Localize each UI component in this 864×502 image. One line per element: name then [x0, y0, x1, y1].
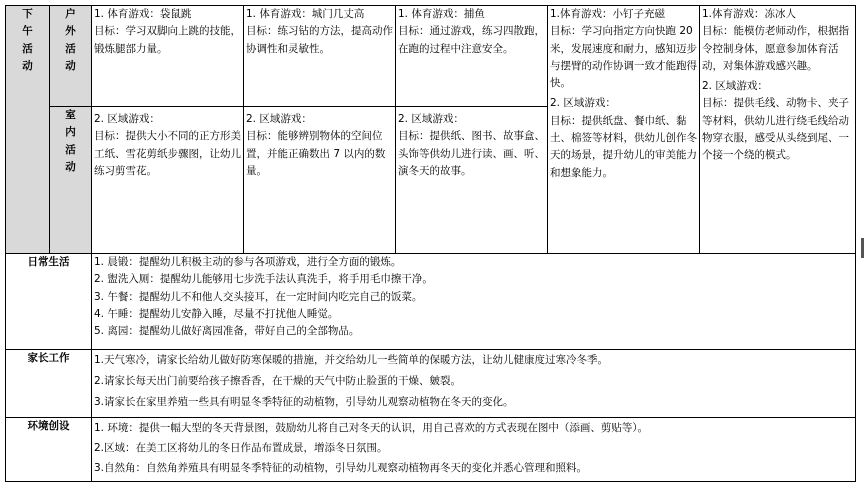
parent-work-item: 2.请家长每天出门前要给孩子擦香香，在干燥的天气中防止脸蛋的干燥、皴裂。: [94, 375, 462, 387]
afternoon-outdoor-row: [6, 6, 856, 107]
environment-row: [6, 418, 856, 482]
outdoor-4-title: 1.体育游戏：小钉子充磁: [550, 8, 666, 20]
environment-item: 2.区域：在美工区将幼儿的冬日作品布置成景，增添冬日氛围。: [94, 442, 388, 454]
outdoor-2-title: 1. 体育游戏：城门几丈高: [246, 8, 365, 20]
outdoor-3-goal: 目标：通过游戏，练习四散跑，在跑的过程中注意安全。: [398, 25, 545, 55]
label-char: 外: [65, 25, 76, 38]
outdoor-3-title: 1. 体育游戏：捕鱼: [398, 8, 485, 20]
afternoon-label-text: [8, 6, 47, 75]
label-char: 活: [65, 143, 76, 156]
indoor-label: [50, 107, 92, 254]
parent-work-content: [92, 350, 856, 418]
indoor-3-goal: 目标：提供纸、图书、故事盒、头饰等供幼儿进行读、画、听、演冬天的故事。: [398, 130, 545, 177]
indoor-cell-2: [244, 107, 396, 254]
outdoor-cell-3: [396, 6, 548, 107]
indoor-5-title: 2. 区域游戏：: [702, 80, 768, 93]
daily-life-content: [92, 254, 856, 350]
outdoor-2-goal: 目标：练习钻的方法，提高动作协调性和灵敏性。: [246, 25, 393, 55]
indoor-5-goal: 目标：提供毛线、动物卡、夹子等材料，供幼儿进行绕毛线给动物穿衣服，感受从头绕到尾、一个接一个绕的模式。: [702, 97, 849, 162]
outdoor-cell-2: [244, 6, 396, 107]
label-char: 动: [65, 59, 76, 72]
indoor-2-goal: 目标：能够辨别物体的空间位置，并能正确数出 7 以内的数量。: [246, 130, 386, 177]
label-char: 动: [65, 160, 76, 173]
outdoor-label: [50, 6, 92, 107]
afternoon-cell-5: [700, 6, 856, 254]
outdoor-5-title: 1.体育游戏：冻冰人: [702, 8, 797, 20]
daily-life-label: 日常生活: [6, 254, 92, 350]
label-char: 户: [65, 8, 76, 20]
indoor-4-goal: 目标：提供纸盘、餐巾纸、黏土、棉签等材料，供幼儿创作冬天的场景，提升幼儿的审美能力和想象能力。: [550, 114, 697, 179]
afternoon-cell-4: [548, 6, 700, 254]
indoor-3-title: 2. 区域游戏：: [398, 113, 464, 125]
label-char: 午: [22, 25, 33, 38]
daily-life-item: 1. 晨锻：提醒幼儿积极主动的参与各项游戏，进行全方面的锻炼。: [94, 256, 402, 268]
outdoor-1-goal: 目标：学习双脚向上跳的技能，锻炼腿部力量。: [94, 25, 241, 55]
daily-life-row: [6, 254, 856, 350]
label-char: 内: [65, 126, 76, 139]
indoor-2-title: 2. 区域游戏：: [246, 113, 312, 125]
outdoor-label-text: [52, 6, 89, 75]
afternoon-label: [6, 6, 50, 254]
indoor-1-goal: 目标：提供大小不同的正方形美工纸、雪花剪纸步骤图，让幼儿练习剪雪花。: [94, 130, 241, 177]
outdoor-4-goal: 目标：学习向指定方向快跑 20 米，发展速度和耐力，感知迈步与摆臂的动作协调一致才能跑得快。: [550, 25, 697, 90]
indoor-1-title: 2. 区域游戏：: [94, 113, 160, 125]
daily-life-item: 3. 午餐：提醒幼儿不和他人交头接耳，在一定时间内吃完自己的饭菜。: [94, 290, 423, 303]
label-char: 活: [65, 42, 76, 55]
indoor-cell-1: [92, 107, 244, 254]
environment-item: 3.自然角：自然角养殖具有明显冬季特征的动植物，引导幼儿观察动植物再冬天的变化并悉心管理和照料。: [94, 462, 588, 474]
daily-life-item: 5. 离园：提醒幼儿做好离园准备，带好自己的全部物品。: [94, 325, 360, 338]
indoor-cell-3: [396, 107, 548, 254]
parent-work-item: 3.请家长在家里养殖一些具有明显冬季特征的动植物，引导幼儿观察动植物在冬天的变化。: [94, 396, 514, 408]
daily-life-item: 4. 午睡：提醒幼儿安静入睡，尽量不打扰他人睡觉。: [94, 307, 339, 320]
label-char: 室: [65, 109, 76, 121]
environment-content: [92, 418, 856, 482]
outdoor-1-title: 1. 体育游戏：袋鼠跳: [94, 8, 192, 20]
parent-work-label: 家长工作: [6, 350, 92, 418]
label-char: 活: [22, 42, 33, 55]
outdoor-cell-1: [92, 6, 244, 107]
parent-work-item: 1.天气寒冷，请家长给幼儿做好防寒保暖的措施，并交给幼儿一些简单的保暖方法，让幼儿健康度过寒冷冬季。: [94, 354, 609, 366]
environment-item: 1. 环境：提供一幅大型的冬天背景图，鼓励幼儿将自己对冬天的认识，用自己喜欢的方式表现在图中（添画、剪贴等）。: [94, 422, 649, 434]
label-char: 动: [22, 59, 33, 72]
indoor-4-title: 2. 区域游戏：: [550, 97, 616, 110]
outdoor-5-goal: 目标：能模仿老师动作，根据指令控制身体，愿意参加体育活动，对集体游戏感兴趣。: [702, 25, 849, 72]
label-char: 下: [22, 8, 33, 20]
parent-work-row: [6, 350, 856, 418]
indoor-label-text: [52, 107, 89, 176]
daily-life-item: 2. 盥洗入厕：提醒幼儿能够用七步洗手法认真洗手，将手用毛巾擦干净。: [94, 273, 433, 286]
environment-label: 环境创设: [6, 418, 92, 482]
weekly-plan-table: [5, 5, 856, 482]
